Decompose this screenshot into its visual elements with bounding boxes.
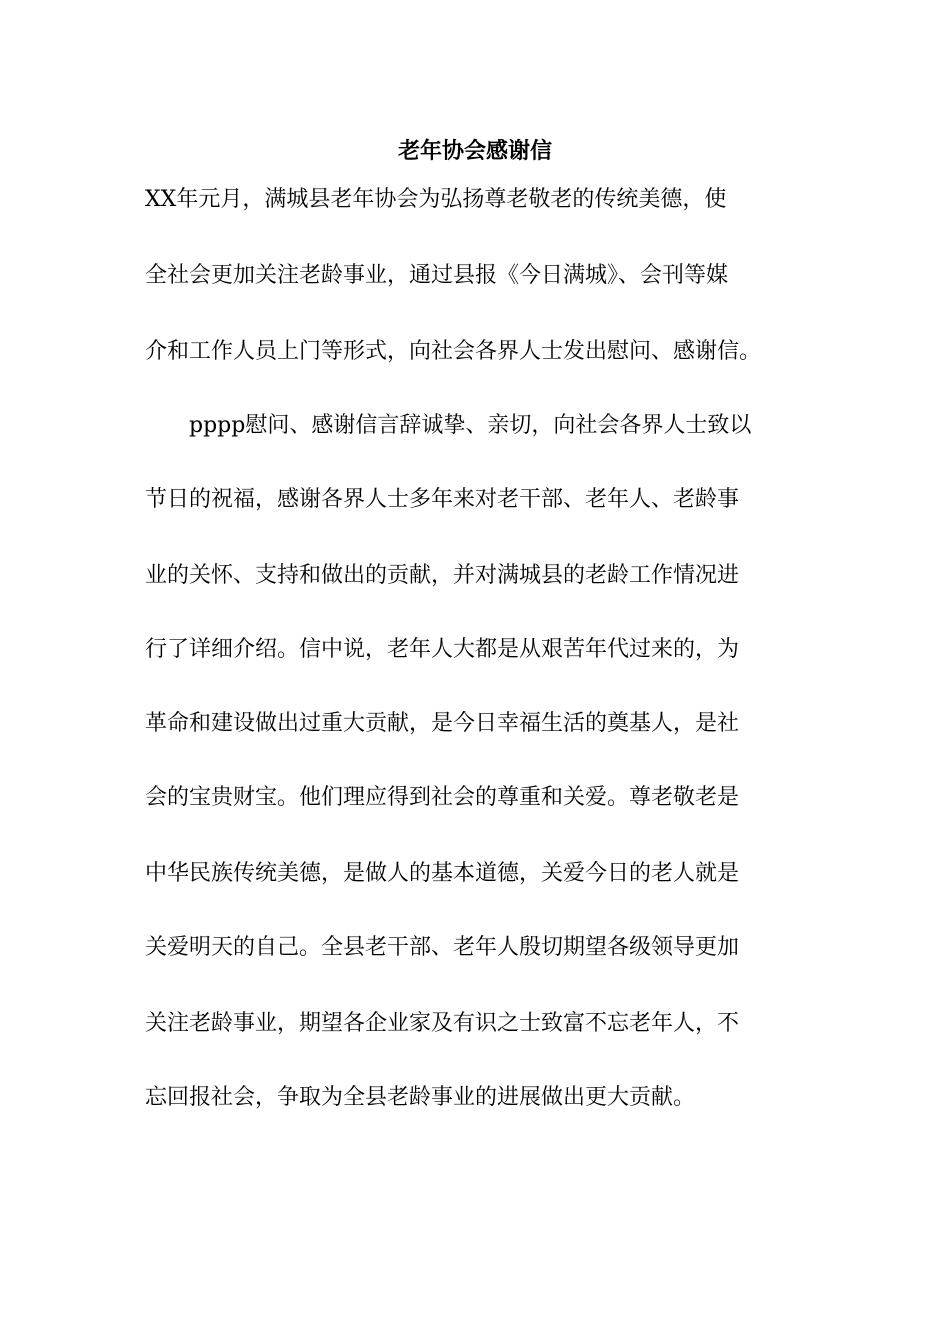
body-line: pppp慰问、感谢信言辞诚挚、亲切，向社会各界人士致以 (145, 413, 752, 438)
body-line: 全社会更加关注老龄事业，通过县报《今日满城》、会刊等媒 (145, 263, 729, 288)
body-line: 介和工作人员上门等形式，向社会各界人士发出慰问、感谢信。 (145, 339, 762, 364)
document-title: 老年协会感谢信 (397, 139, 552, 164)
body-line: 忘回报社会，争取为全县老龄事业的进展做出更大贡献。 (145, 1085, 696, 1110)
body-line: 革命和建设做出过重大贡献，是今日幸福生活的奠基人，是社 (145, 711, 740, 736)
body-line: 中华民族传统美德，是做人的基本道德，关爱今日的老人就是 (145, 861, 740, 886)
body-line: XX年元月，满城县老年协会为弘扬尊老敬老的传统美德，使 (145, 187, 727, 212)
body-line: 节日的祝福，感谢各界人士多年来对老干部、老年人、老龄事 (145, 487, 740, 512)
body-line: 业的关怀、支持和做出的贡献，并对满城县的老龄工作情况进 (145, 563, 740, 588)
body-line: 关注老龄事业，期望各企业家及有识之士致富不忘老年人，不 (145, 1011, 740, 1036)
body-line: 会的宝贵财宝。他们理应得到社会的尊重和关爱。尊老敬老是 (145, 785, 740, 810)
body-line: 关爱明天的自己。全县老干部、老年人殷切期望各级领导更加 (145, 935, 740, 960)
body-line: 行了详细介绍。信中说，老年人大都是从艰苦年代过来的，为 (145, 637, 740, 662)
